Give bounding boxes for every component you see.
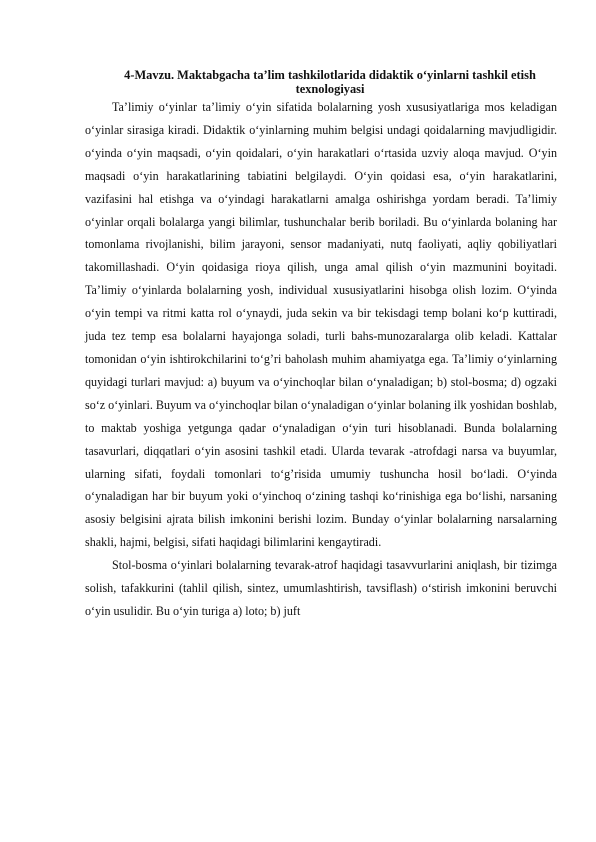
lecture-title: 4-Mavzu. Maktabgacha ta’lim tashkilotlarida didaktik o‘yinlarni tashkil etish texnologiyasi — [124, 68, 536, 96]
paragraph-board-games: Stol-bosma o‘yinlari bolalarning tevarak-atrof haqidagi tasavvurlarini aniqlash, bir tizimga solish, tafakkurini (tahlil qilish, sintez, umumlashtirish, tavsiflash) o‘stirish imkonini beruvchi o‘yin usulidir. Bu o‘yin turiga a) loto; b) juft — [85, 558, 557, 618]
document-page — [85, 68, 557, 623]
paragraph-didactic-games: Ta’limiy o‘yinlar ta’limiy o‘yin sifatida bolalarning yosh xususiyatlariga mos keladigan o‘yinlar sirasiga kiradi. Didaktik o‘yinlarning muhim belgisi undagi qoidalarning mavjudligidir. o‘yinda o‘yin maqsadi, o‘yin qoidalari, o‘yin harakatlari o‘rtasida uzviy aloqa mavjud. O‘yin maqsadi o‘yin harakatlarining tabiatini belgilaydi. O‘yin qoidasi esa, o‘yin harakatlarini, vazifasini hal etishga va o‘yindagi harakatlarni amalga oshirishga yordam beradi. Ta’limiy o‘yinlar orqali bolalarga yangi bilimlar, tushunchalar berib boriladi. Bu o‘yinlarda bolaning har tomonlama rivojlanishi, bilim jarayoni, sensor madaniyati, nutq faoliyati, aqliy qobiliyatlari takomillashadi. O‘yin qoidasiga rioya qilish, unga amal qilish o‘yin mazmunini boyitadi. Ta’limiy o‘yinlarda bolalarning yosh, individual xususiyatlarini hisobga olish lozim. O‘yinda o‘yin tempi va ritmi katta rol o‘ynaydi, juda sekin va bir tekisdagi temp bolani ko‘p kuttiradi, juda tez temp esa bolalarni hayajonga soladi, turli bahs-munozaralarga olib keladi. Kattalar tomonidan o‘yin ishtirokchilarini to‘g’ri baholash muhim ahamiyatga ega. Ta’limiy o‘yinlarning quyidagi turlari mavjud: a) buyum va o‘yinchoqlar bilan o‘ynaladigan; b) stol-bosma; d) ogzaki so‘z o‘yinlari. Buyum va o‘yinchoqlar bilan o‘ynaladigan o‘yinlar bolaning ilk yoshidan boshlab, to maktab yoshiga yetgunga qadar o‘ynaladigan o‘yin turi hisoblanadi. Bunda bolalarning tasavurlari, diqqatlari o‘yin asosini tashkil etadi. Ularda tevarak -atrofdagi narsa va buyumlar, ularning sifati, foydali tomonlari to‘g’risida umumiy tushuncha hosil bo‘ladi. O‘yinda o‘ynaladigan har bir buyum yoki o‘yinchoq o‘zining tashqi ko‘rinishiga ega bo‘lishi, narsaning asosiy belgisini ajrata bilish imkonini berishi lozim. Bunday o‘yinlar bolalarning narsalarning shakli, hajmi, belgisi, sifati haqidagi bilimlarini kengaytiradi. — [85, 100, 557, 550]
